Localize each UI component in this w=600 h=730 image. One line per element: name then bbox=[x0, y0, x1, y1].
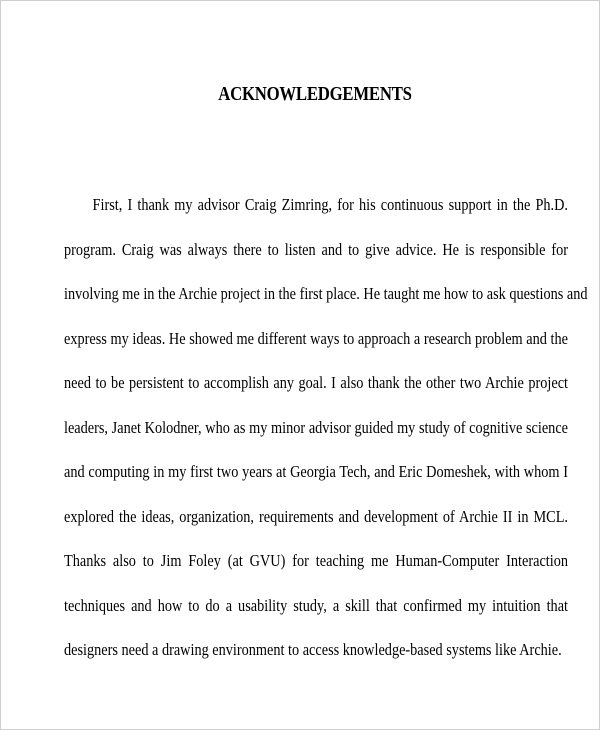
paragraph-line: involving me in the Archie project in the first place. He taught me how to ask questions and bbox=[64, 284, 588, 303]
paragraph-line: program. Craig was always there to listen and to give advice. He is responsible for bbox=[64, 239, 568, 259]
acknowledgements-paragraph bbox=[64, 194, 588, 684]
paragraph-line: designers need a drawing environment to access knowledge-based systems like Archie. bbox=[64, 640, 562, 659]
paragraph-line: need to be persistent to accomplish any goal. I also thank the other two Archie project bbox=[64, 373, 568, 392]
paragraph-line: explored the ideas, organization, requirements and development of Archie II in MCL. bbox=[64, 506, 568, 526]
paragraph-line: First, I thank my advisor Craig Zimring, for his continuous support in the Ph.D. bbox=[92, 195, 568, 214]
page-title: ACKNOWLEDGEMENTS bbox=[218, 84, 412, 105]
paragraph-line: and computing in my first two years at Georgia Tech, and Eric Domeshek, with whom I bbox=[64, 462, 568, 481]
paragraph-line: techniques and how to do a usability study, a skill that confirmed my intuition that bbox=[64, 595, 568, 615]
paragraph-line: leaders, Janet Kolodner, who as my minor advisor guided my study of cognitive science bbox=[64, 417, 568, 437]
paragraph-line: Thanks also to Jim Foley (at GVU) for teaching me Human-Computer Interaction bbox=[64, 551, 568, 570]
paragraph-line: express my ideas. He showed me different ways to approach a research problem and the bbox=[64, 328, 568, 348]
